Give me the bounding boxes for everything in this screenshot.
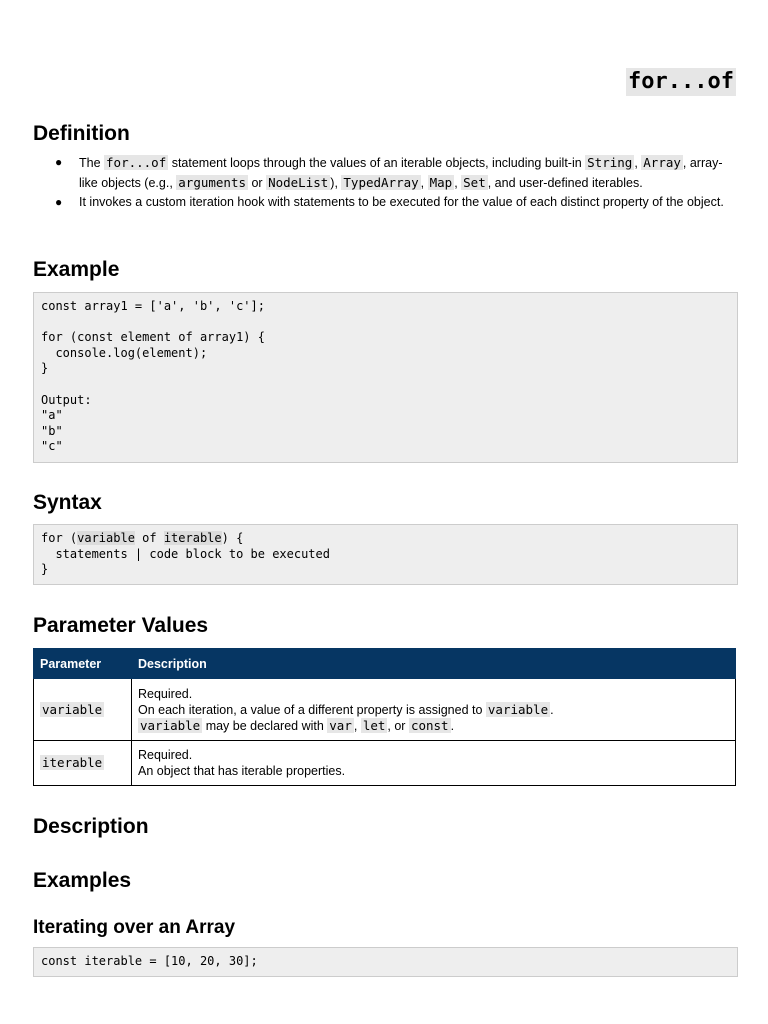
table-header-row [34,649,736,679]
example-heading: Example [33,258,120,281]
param-name: iterable [42,755,103,770]
code-text: ) { [221,531,244,545]
param-description-cell [132,741,736,786]
param-required: Required. [138,686,193,701]
bullet-text: statement loops through the values of an iterable objects, including built-in [168,156,586,170]
param-description-line [138,718,729,734]
code-placeholder: iterable [163,531,222,545]
param-name-cell [34,679,132,741]
table-row [34,679,736,741]
bullet-text: , and user-defined iterables. [487,176,643,190]
param-name: variable [42,701,103,717]
iterating-heading: Iterating over an Array [33,917,236,938]
inline-code: arguments [178,175,246,190]
description-heading: Description [33,815,149,838]
bullet-text: It invokes a custom iteration hook with statements to be executed for the value of each distinct property of the object. [79,195,724,209]
inline-code: Map [429,175,453,190]
desc-text: On each iteration, a value of a different property is assigned to [138,702,486,717]
param-description-line [138,702,729,718]
inline-code: variable [140,717,201,733]
page-title: for...of [628,69,734,94]
desc-text: , [353,718,361,733]
inline-code: String [587,155,633,170]
iterating-code-block: const iterable = [10, 20, 30]; [33,947,738,977]
examples-heading: Examples [33,869,132,892]
code-text: for ( [41,531,78,545]
parameter-values-heading: Parameter Values [33,614,209,637]
bullet-text: The [79,156,105,170]
example-code-block: const array1 = ['a', 'b', 'c']; for (const element of array1) { console.log(element); } Output: "a" "b" "c" [33,292,738,463]
definition-heading: Definition [33,122,130,145]
code-placeholder: variable [77,531,135,545]
inline-code: variable [487,701,549,717]
definition-bullet-2 [33,193,736,212]
inline-code: let [362,717,386,733]
syntax-heading: Syntax [33,491,102,514]
bullet-dot-icon: ● [55,155,63,169]
bullet-text: , array-like objects (e.g., [79,156,723,190]
definition-list [33,153,736,212]
bullet-text: ), [330,176,342,190]
syntax-code-block [33,524,738,585]
inline-code: const [410,717,449,733]
parameter-table [33,648,736,786]
inline-code: Array [643,155,681,170]
title-wrap [626,68,736,96]
bullet-text: , [454,176,462,190]
definition-bullet-1 [33,153,736,193]
desc-text: . [550,702,554,717]
bullet-text: , [634,156,642,170]
bullet-text: , [420,176,428,190]
param-name-cell [34,741,132,786]
param-description-line: An object that has iterable properties. [138,764,346,778]
desc-text: may be declared with [202,718,328,733]
inline-code: NodeList [268,175,329,190]
inline-code: Set [463,175,486,190]
param-required: Required. [138,748,193,762]
code-text: of [134,531,164,545]
desc-text: , or [387,718,409,733]
inline-code: TypedArray [343,175,419,190]
desc-text: . [450,718,455,733]
param-description-cell [132,679,736,741]
column-header-description: Description [132,649,736,679]
bullet-text: or [248,176,267,190]
bullet-dot-icon: ● [55,195,63,209]
code-text: statements | code block to be executed [41,546,330,561]
inline-code: var [329,717,352,733]
column-header-parameter: Parameter [34,649,132,679]
code-text: } [41,562,49,577]
table-row [34,741,736,786]
inline-code: for...of [106,155,167,170]
